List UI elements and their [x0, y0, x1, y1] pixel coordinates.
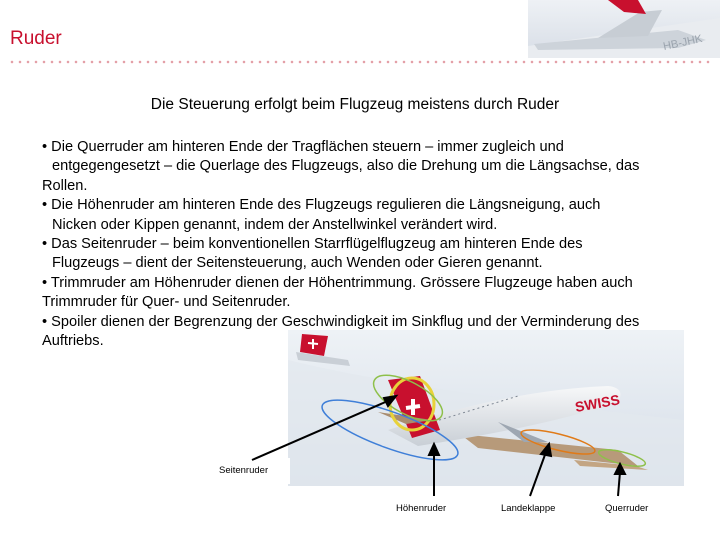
bullet-line: • Das Seitenruder – beim konventionellen Starrflügelflugzeug am hinteren Ende des — [42, 236, 583, 253]
label-querruder: Querruder — [605, 503, 649, 514]
label-landeklappe: Landeklappe — [501, 503, 556, 514]
bullet-line: • Die Höhenruder am hinteren Ende des Flugzeugs regulieren die Längsneigung, auch — [42, 197, 601, 214]
dotted-divider — [8, 60, 712, 64]
bullet-text — [42, 138, 706, 351]
bullet-line: Nicken oder Kippen genannt, indem der Anstellwinkel verändert wird. — [52, 216, 498, 233]
slide-subtitle: Die Steuerung erfolgt beim Flugzeug meistens durch Ruder — [150, 96, 560, 113]
header-aircraft-tail-image — [528, 0, 720, 58]
bullet-line: Flugzeugs – dient der Seitensteuerung, auch Wenden oder Gieren genannt. — [52, 255, 543, 272]
header-registration-text: HB-JHK — [662, 32, 704, 53]
aircraft-photo — [288, 330, 684, 486]
bullet-line: Trimmruder für Quer- und Seitenruder. — [42, 294, 291, 311]
bullet-line: • Trimmruder am Höhenruder dienen der Höhentrimmung. Grössere Flugzeuge haben auch — [42, 274, 633, 291]
slide-title: Ruder — [10, 28, 62, 49]
bullet-line: • Die Querruder am hinteren Ende der Tragflächen steuern – immer zugleich und — [42, 139, 564, 155]
label-hoehenruder: Höhenruder — [396, 503, 447, 514]
label-seitenruder: Seitenruder — [219, 465, 269, 476]
bullet-line: Auftriebs. — [42, 333, 104, 350]
bullet-line: entgegengesetzt – die Querlage des Flugzeugs, also die Drehung um die Längsachse, das — [52, 158, 640, 175]
swiss-logo-text: SWISS — [573, 391, 621, 415]
bullet-line: Rollen. — [42, 177, 88, 194]
bullet-line: • Spoiler dienen der Begrenzung der Geschwindigkeit im Sinkflug und der Verminderung des — [42, 313, 640, 330]
